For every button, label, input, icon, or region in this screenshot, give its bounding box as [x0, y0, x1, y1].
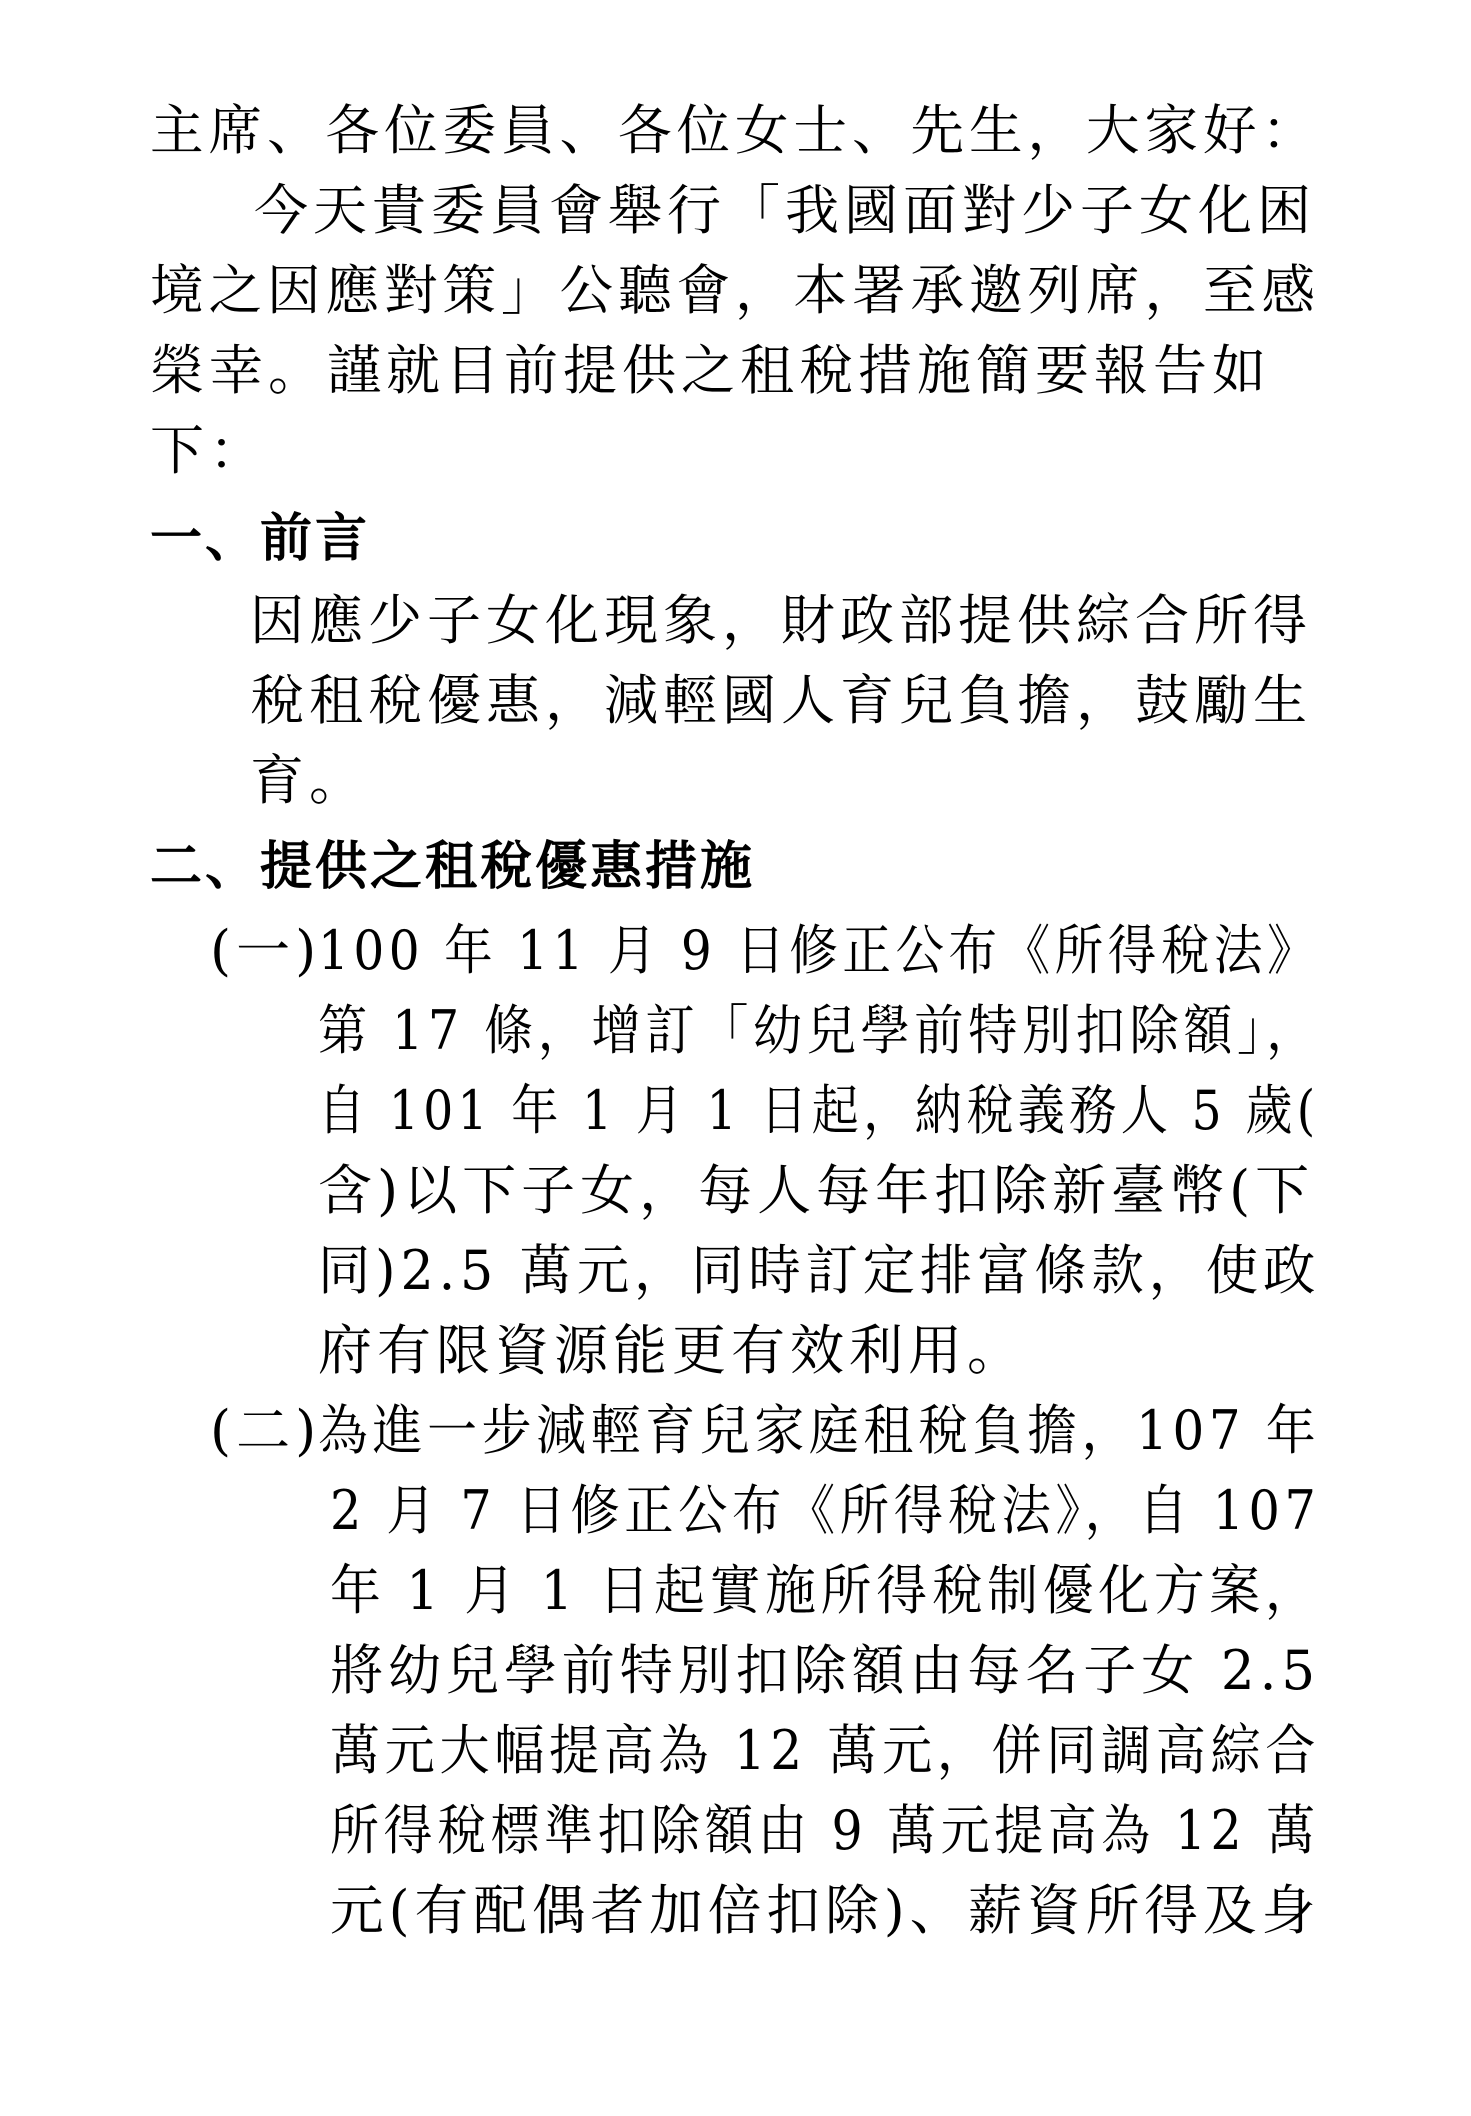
greeting-line: 主席、各位委員、各位女士、先生，大家好： — [150, 99, 1320, 162]
item-1-line-1: 100 年 11 月 9 日修正公布《所得稅法》 — [318, 919, 1321, 982]
preface-line-1: 因應少子女化現象，財政部提供綜合所得 — [250, 589, 1312, 652]
item-2-line-5: 萬元大幅提高為 12 萬元，併同調高綜合 — [330, 1719, 1321, 1782]
item-1-line-3: 自 101 年 1 月 1 日起，納稅義務人 5 歲( — [318, 1079, 1320, 1142]
item-1-marker: (一) — [210, 919, 322, 982]
intro-line-3: 榮幸。謹就目前提供之租稅措施簡要報告如 — [150, 339, 1271, 402]
item-1-line-6: 府有限資源能更有效利用。 — [318, 1319, 1026, 1382]
item-2-line-1: 為進一步減輕育兒家庭租稅負擔，107 年 — [318, 1399, 1321, 1462]
intro-line-2: 境之因應對策」公聽會，本署承邀列席，至感 — [150, 259, 1320, 322]
intro-line-1: 今天貴委員會舉行「我國面對少子女化困 — [254, 179, 1316, 242]
item-2-line-6: 所得稅標準扣除額由 9 萬元提高為 12 萬 — [330, 1799, 1320, 1862]
preface-line-3: 育。 — [250, 749, 368, 812]
item-1-line-2: 第 17 條，增訂「幼兒學前特別扣除額」， — [318, 999, 1321, 1062]
item-2-line-3: 年 1 月 1 日起實施所得稅制優化方案， — [330, 1559, 1321, 1622]
section-heading-preface: 一、前言 — [150, 509, 371, 569]
item-1-line-4: 含)以下子女，每人每年扣除新臺幣(下 — [318, 1159, 1315, 1222]
intro-line-4: 下： — [150, 419, 268, 482]
item-2-line-2: 2 月 7 日修正公布《所得稅法》，自 107 — [330, 1479, 1321, 1542]
item-2-line-7: 元(有配偶者加倍扣除)、薪資所得及身 — [330, 1879, 1321, 1942]
section-heading-tax-measures: 二、提供之租稅優惠措施 — [150, 837, 756, 897]
item-1-line-5: 同)2.5 萬元，同時訂定排富條款，使政 — [318, 1239, 1321, 1302]
preface-line-2: 稅租稅優惠，減輕國人育兒負擔，鼓勵生 — [250, 669, 1312, 732]
item-2-line-4: 將幼兒學前特別扣除額由每名子女 2.5 — [330, 1639, 1321, 1702]
item-2-marker: (二) — [210, 1399, 322, 1462]
